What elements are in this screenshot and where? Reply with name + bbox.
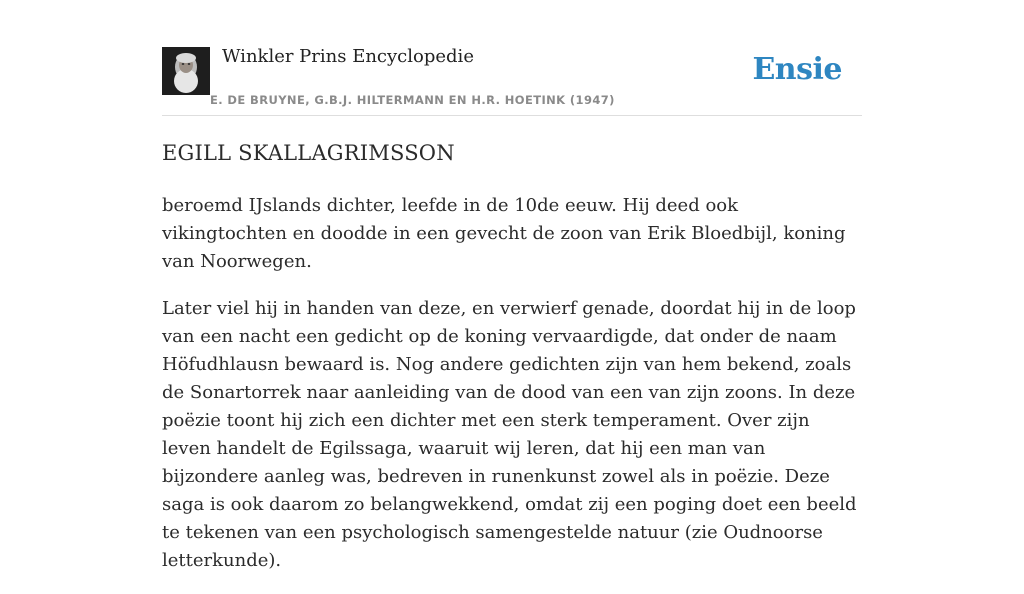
portrait-image bbox=[162, 47, 210, 95]
article-paragraph: beroemd IJslands dichter, leefde in de 10de eeuw. Hij deed ook vikingtochten en doodde in een gevecht de zoon van Erik Bloedbijl, koning van Noorwegen. bbox=[162, 195, 846, 272]
site-logo[interactable]: Ensie bbox=[752, 52, 842, 87]
author-avatar[interactable] bbox=[162, 47, 210, 95]
publication-authors: E. DE BRUYNE, G.B.J. HILTERMANN EN H.R. HOETINK (1947) bbox=[210, 93, 615, 107]
article-title: EGILL SKALLAGRIMSSON bbox=[162, 141, 455, 165]
article-paragraph: Later viel hij in handen van deze, en verwierf genade, doordat hij in de loop van een nacht een gedicht op de koning vervaardigde, dat onder de naam Höfudhlausn bewaard is. Nog andere gedichten zijn van hem bekend, zoals de Sonartorrek naar aanleiding van de dood van een van zijn zoons. In deze poëzie toont hij zich een dichter met een sterk temperament. Over zijn leven handelt de Egilssaga, waaruit wij leren, dat hij een man van bijzondere aanleg was, bedreven in runenkunst zowel als in poëzie. Deze saga is ook daarom zo belangwekkend, omdat zij een poging doet een beeld te tekenen van een psychologisch samengestelde natuur (zie Oudnoorse letterkunde). bbox=[162, 298, 857, 571]
publication-title[interactable]: Winkler Prins Encyclopedie bbox=[222, 46, 474, 67]
article-body bbox=[162, 192, 862, 594]
page-header bbox=[162, 46, 862, 116]
